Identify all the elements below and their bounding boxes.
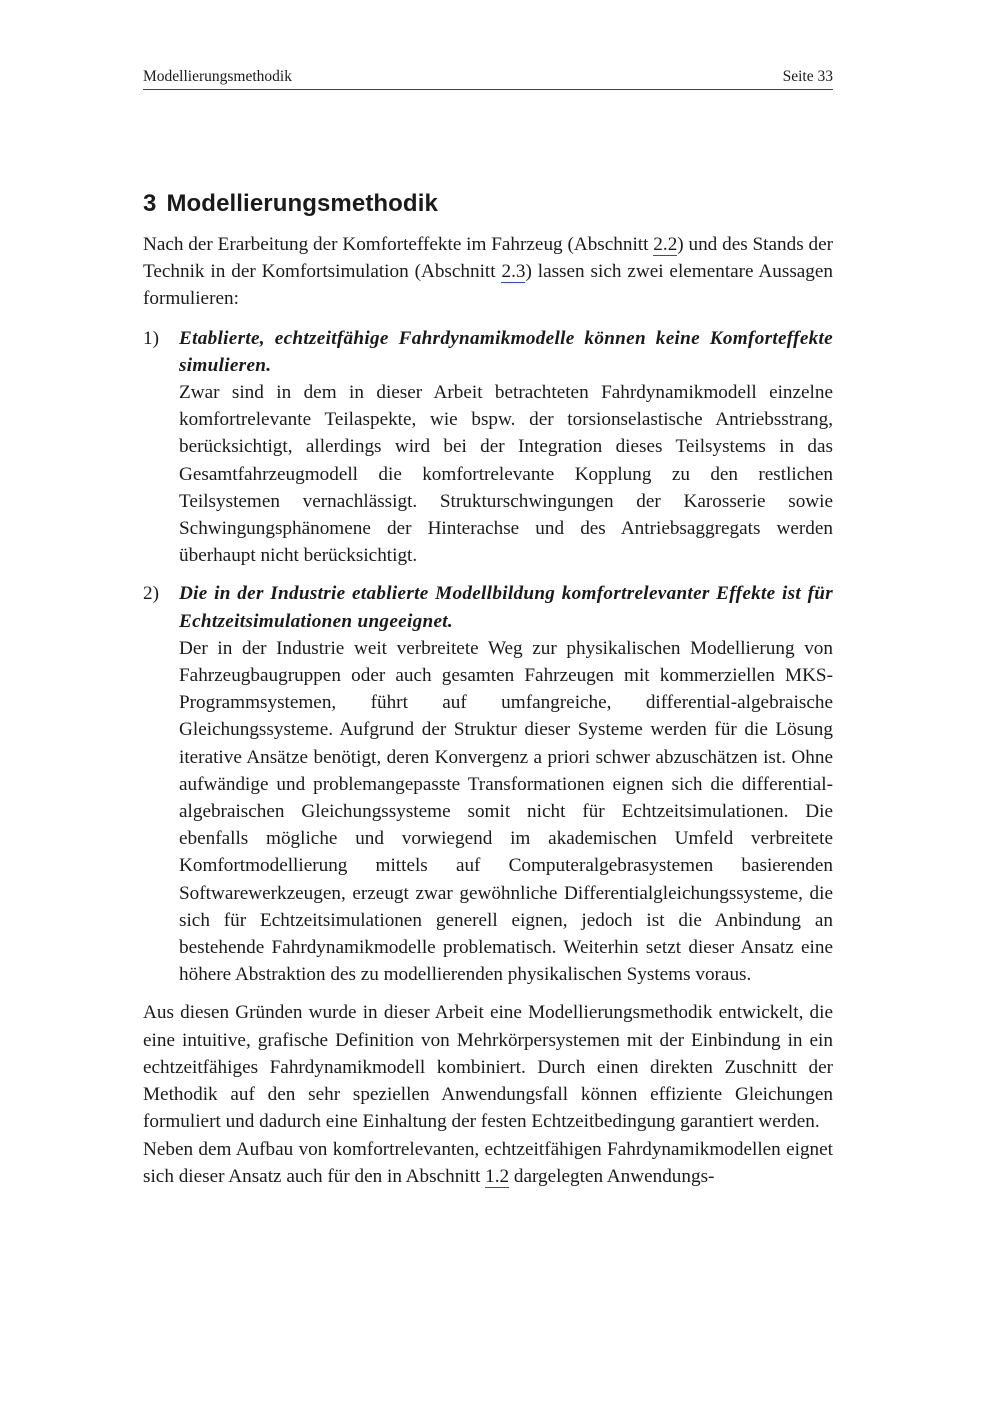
intro-text-1: Nach der Erarbeitung der Komforteffekte im Fahrzeug (Abschnitt: [143, 234, 654, 255]
list-marker: 2): [143, 583, 159, 605]
list-item-text: Zwar sind in dem in dieser Arbeit betrachteten Fahrdynamikmodell einzelne komfortrelevante Teilaspekte, wie bspw. der torsionselastische Antriebsstrang, berücksichtigt, allerdings wird bei der Integration dieses Teilsystems in das Gesamtfahrzeugmodell die komfortrelevante Kopplung zu den restlichen Teilsystemen vernachlässigt. Strukturschwingungen der Karosserie sowie Schwingungsphänomene der Hinterachse und des Antriebsaggregats werden überhaupt nicht berücksichtigt.: [179, 382, 833, 567]
section-title: Modellierungsmethodik: [166, 190, 438, 217]
ref-link-2-2[interactable]: 2.2: [653, 234, 678, 255]
list-item: [143, 325, 833, 570]
last-paragraph: [143, 1136, 833, 1190]
section-number: 3: [143, 190, 157, 217]
list-marker: 1): [143, 327, 159, 349]
last-text-2: dargelegten Anwendungs-: [509, 1165, 715, 1187]
list-item-title: Die in der Industrie etablierte Modellbildung komfortrelevanter Effekte ist für Echtzeitsimulationen ungeeignet.: [179, 583, 833, 632]
section-heading: [143, 190, 438, 218]
statement-list: [143, 325, 833, 989]
header-page-number: Seite 33: [782, 68, 833, 85]
running-header: [143, 67, 833, 90]
ref-link-1-2[interactable]: 1.2: [485, 1165, 510, 1187]
list-item-text: Der in der Industrie weit verbreitete Weg zur physikalischen Modellierung von Fahrzeugbaugruppen oder auch gesamten Fahrzeugen mit kommerziellen MKS-Programmsystemen, führt auf umfangreiche, differential-algebraische Gleichungssysteme. Aufgrund der Struktur dieser Systeme werden für die Lösung iterative Ansätze benötigt, deren Konvergenz a priori schwer abzuschätzen ist. Ohne aufwändige und problemangepasste Transformationen eignen sich die differential-algebraischen Gleichungssysteme somit nicht für Echtzeitsimulationen. Die ebenfalls mögliche und vorwiegend im akademischen Umfeld verbreitete Komfortmodellierung mittels auf Computeralgebrasystemen basierenden Softwarewerkzeugen, erzeugt zwar gewöhnliche Differentialgleichungssysteme, die sich für Echtzeitsimulationen generell eignen, jedoch ist die Anbindung an bestehende Fahrdynamikmodelle problematisch. Weiterhin setzt dieser Ansatz eine höhere Abstraktion des zu modellierenden physikalischen Systems voraus.: [179, 637, 833, 986]
intro-paragraph: [143, 231, 833, 313]
ref-link-2-3[interactable]: 2.3: [501, 261, 526, 283]
list-item-title: Etablierte, echtzeitfähige Fahrdynamikmodelle können keine Komforteffekte simulieren.: [179, 327, 833, 376]
body-text: [143, 231, 833, 1190]
header-chapter-title: Modellierungsmethodik: [143, 68, 292, 85]
last-text-1: Neben dem Aufbau von komfortrelevanten, echtzeitfähigen Fahrdynamikmodellen eignet sich dieser Ansatz auch für den in Abschnitt: [143, 1138, 833, 1187]
list-item: [143, 580, 833, 988]
conclusion-paragraph: Aus diesen Gründen wurde in dieser Arbeit eine Modellierungsmethodik entwickelt, die eine intuitive, grafische Definition von Mehrkörpersystemen mit der Einbindung in ein echtzeitfähiges Fahrdynamikmodell kombiniert. Durch einen direkten Zuschnitt der Methodik auf den sehr speziellen Anwendungsfall können effiziente Gleichungen formuliert und dadurch eine Einhaltung der festen Echtzeitbedingung garantiert werden.: [143, 1002, 833, 1133]
intro-text-3: ) lassen sich zwei elementare Aussagen formulieren:: [143, 261, 834, 310]
intro-text-2: ) und des Stands der Technik in der Komfortsimulation (Abschnitt: [143, 234, 834, 283]
